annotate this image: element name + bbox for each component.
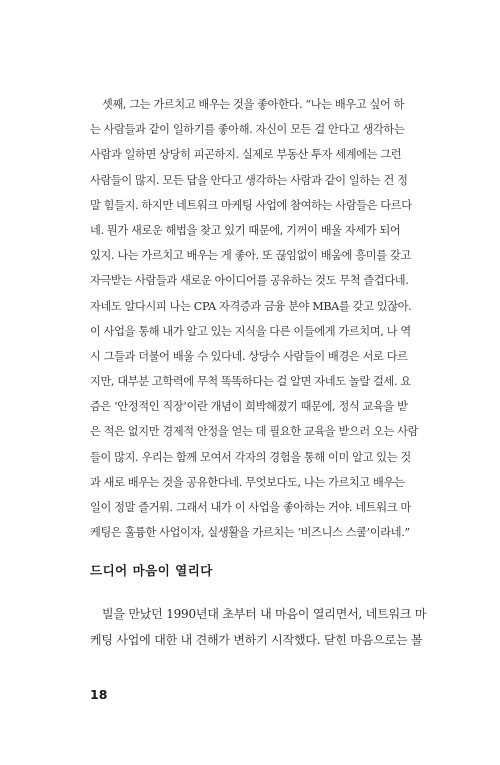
text-line: 들이 많지. 우리는 함께 모여서 각자의 경험을 통해 이미 알고 있는 것 — [90, 450, 411, 464]
body-paragraph — [90, 601, 430, 653]
text-line: 케팅 사업에 대한 내 견해가 변하기 시작했다. 닫힌 마음으로는 볼 — [90, 633, 423, 647]
text-line: 일이 정말 즐거워. 그래서 내가 이 사업을 좋아하는 거야. 네트워크 마 — [90, 501, 411, 514]
text-line: 이 사업을 통해 내가 알고 있는 지식을 다른 이들에게 가르치며, 나 역 — [90, 324, 411, 338]
text-line: 사람들이 많지. 모든 답을 안다고 생각하는 사람과 같이 일하는 건 정 — [90, 173, 408, 187]
text-line: 네. 뭔가 새로운 해법을 찾고 있기 때문에, 기꺼이 배울 자세가 되어 — [90, 223, 401, 237]
text-line: 은 적은 없지만 경제적 안정을 얻는 데 필요한 교육을 받으러 오는 사람 — [90, 425, 419, 439]
page-number: 18 — [90, 687, 108, 702]
text-line: 셋째, 그는 가르치고 배우는 것을 좋아한다. “나는 배우고 싶어 하 — [102, 98, 405, 111]
text-line: 있지. 나는 가르치고 배우는 게 좋아. 또 끊임없이 배움에 흥미를 갖고 — [90, 249, 411, 263]
text-line: 자네도 알다시피 나는 CPA 자격증과 금융 분야 MBA를 갖고 있잖아. — [90, 299, 412, 313]
text-line: 빌을 만났던 1990년대 초부터 내 마음이 열리면서, 네트워크 마 — [102, 607, 427, 621]
text-line: 시 그들과 더불어 배울 수 있다네. 상당수 사람들이 배경은 서로 다르 — [90, 349, 408, 363]
text-line: 는 사람들과 같이 일하기를 좋아해. 자신이 모든 걸 안다고 생각하는 — [90, 123, 405, 137]
text-line: 자극받는 사람들과 새로운 아이디어를 공유하는 것도 무척 즐겁다네. — [90, 274, 409, 288]
text-line: 사람과 일하면 상당히 피곤하지. 실제로 부동산 투자 세계에는 그런 — [90, 148, 402, 162]
text-line: 과 새로 배우는 것을 공유한다네. 무엇보다도, 나는 가르치고 배우는 — [90, 475, 405, 489]
text-line: 말 힘들지. 하지만 네트워크 마케팅 사업에 참여하는 사람들은 다르다 — [90, 198, 412, 212]
text-line: 케팅은 훌륭한 사업이자, 실생활을 가르치는 ‘비즈니스 스쿨’이라네.” — [90, 526, 410, 540]
quote-paragraph — [90, 92, 430, 545]
text-line: 즘은 ‘안정적인 직장’이란 개념이 희박해졌기 때문에, 정식 교육을 받 — [90, 400, 408, 414]
section-heading: 드디어 마음이 열리다 — [90, 563, 213, 578]
text-line: 지만, 대부분 고학력에 무척 똑똑하다는 걸 알면 자네도 놀랄 걸세. 요 — [90, 375, 411, 389]
